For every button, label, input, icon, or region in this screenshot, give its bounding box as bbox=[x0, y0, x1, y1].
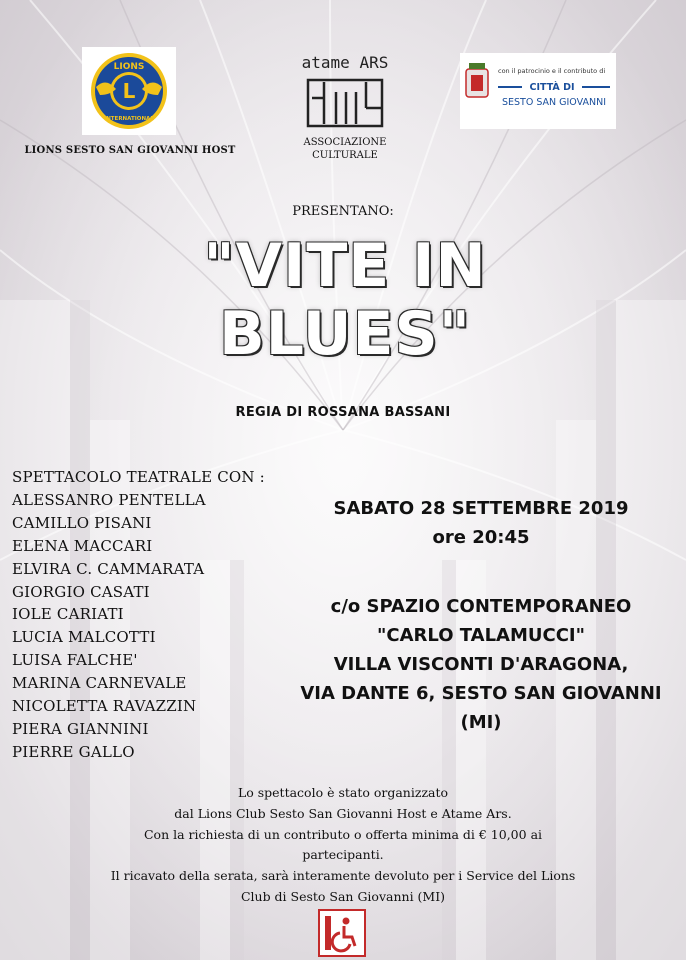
cast-member: ELVIRA C. CAMMARATA bbox=[12, 559, 205, 578]
venue-line: VIA DANTE 6, SESTO SAN GIOVANNI bbox=[300, 683, 662, 704]
organization-info bbox=[40, 783, 646, 908]
venue-line: (MI) bbox=[460, 712, 502, 733]
info-line: Club di Sesto San Giovanni (MI) bbox=[240, 888, 446, 904]
svg-text:INTERNATIONAL: INTERNATIONAL bbox=[104, 116, 154, 122]
event-details bbox=[286, 494, 676, 737]
venue-line: c/o SPAZIO CONTEMPORANEO bbox=[330, 596, 632, 617]
svg-text:LIONS: LIONS bbox=[113, 62, 145, 72]
lions-caption: LIONS SESTO SAN GIOVANNI HOST bbox=[24, 145, 236, 156]
event-time: ore 20:45 bbox=[432, 527, 530, 548]
svg-text:CITTÀ DI: CITTÀ DI bbox=[529, 82, 575, 93]
event-date: SABATO 28 SETTEMBRE 2019 bbox=[333, 498, 629, 519]
venue-line: "CARLO TALAMUCCI" bbox=[376, 625, 585, 646]
title-line-1: "VITE IN bbox=[203, 231, 487, 301]
citta-crest-icon bbox=[466, 63, 488, 97]
cast-member: NICOLETTA RAVAZZIN bbox=[12, 697, 197, 716]
cast-member: ALESSANRO PENTELLA bbox=[12, 490, 206, 509]
cast-list bbox=[12, 466, 302, 764]
cast-member: PIERA GIANNINI bbox=[12, 719, 149, 738]
lions-logo bbox=[82, 47, 176, 135]
atame-caption: ASSOCIAZIONE CULTURALE bbox=[303, 137, 387, 161]
info-line: Il ricavato della serata, sarà interamente devoluto per i Service del Lions bbox=[110, 868, 576, 884]
cast-member: PIERRE GALLO bbox=[12, 742, 135, 761]
title-line-2: BLUES" bbox=[218, 299, 471, 369]
cast-heading: SPETTACOLO TEATRALE CON : bbox=[12, 468, 265, 486]
cast-member: ELENA MACCARI bbox=[12, 536, 153, 555]
svg-text:con il patrocinio e il contrib: con il patrocinio e il contributo di bbox=[498, 67, 606, 75]
show-title bbox=[140, 232, 550, 368]
cast-member: LUCIA MALCOTTI bbox=[12, 628, 156, 647]
wheelchair-accessible-icon bbox=[318, 909, 366, 957]
info-line: Lo spettacolo è stato organizzato bbox=[237, 785, 449, 800]
svg-text:L: L bbox=[122, 79, 136, 103]
atame-ars-logo bbox=[300, 52, 390, 132]
citta-sesto-logo bbox=[460, 53, 616, 129]
cast-member: GIORGIO CASATI bbox=[12, 582, 150, 601]
svg-text:atame ARS: atame ARS bbox=[301, 53, 389, 72]
svg-text:SESTO SAN GIOVANNI: SESTO SAN GIOVANNI bbox=[501, 97, 607, 108]
presentano-label: PRESENTANO: bbox=[292, 204, 394, 219]
info-line: Con la richiesta di un contributo o offerta minima di € 10,00 ai bbox=[143, 826, 543, 842]
cast-member: LUISA FALCHE' bbox=[12, 651, 138, 670]
info-line: partecipanti. bbox=[302, 847, 384, 863]
info-line: dal Lions Club Sesto San Giovanni Host e Atame Ars. bbox=[174, 805, 512, 821]
venue-line: VILLA VISCONTI D'ARAGONA, bbox=[333, 654, 629, 675]
cast-member: CAMILLO PISANI bbox=[12, 513, 152, 532]
cast-member: IOLE CARIATI bbox=[12, 605, 124, 624]
cast-member: MARINA CARNEVALE bbox=[12, 674, 187, 693]
director-credit: REGIA DI ROSSANA BASSANI bbox=[235, 405, 451, 420]
